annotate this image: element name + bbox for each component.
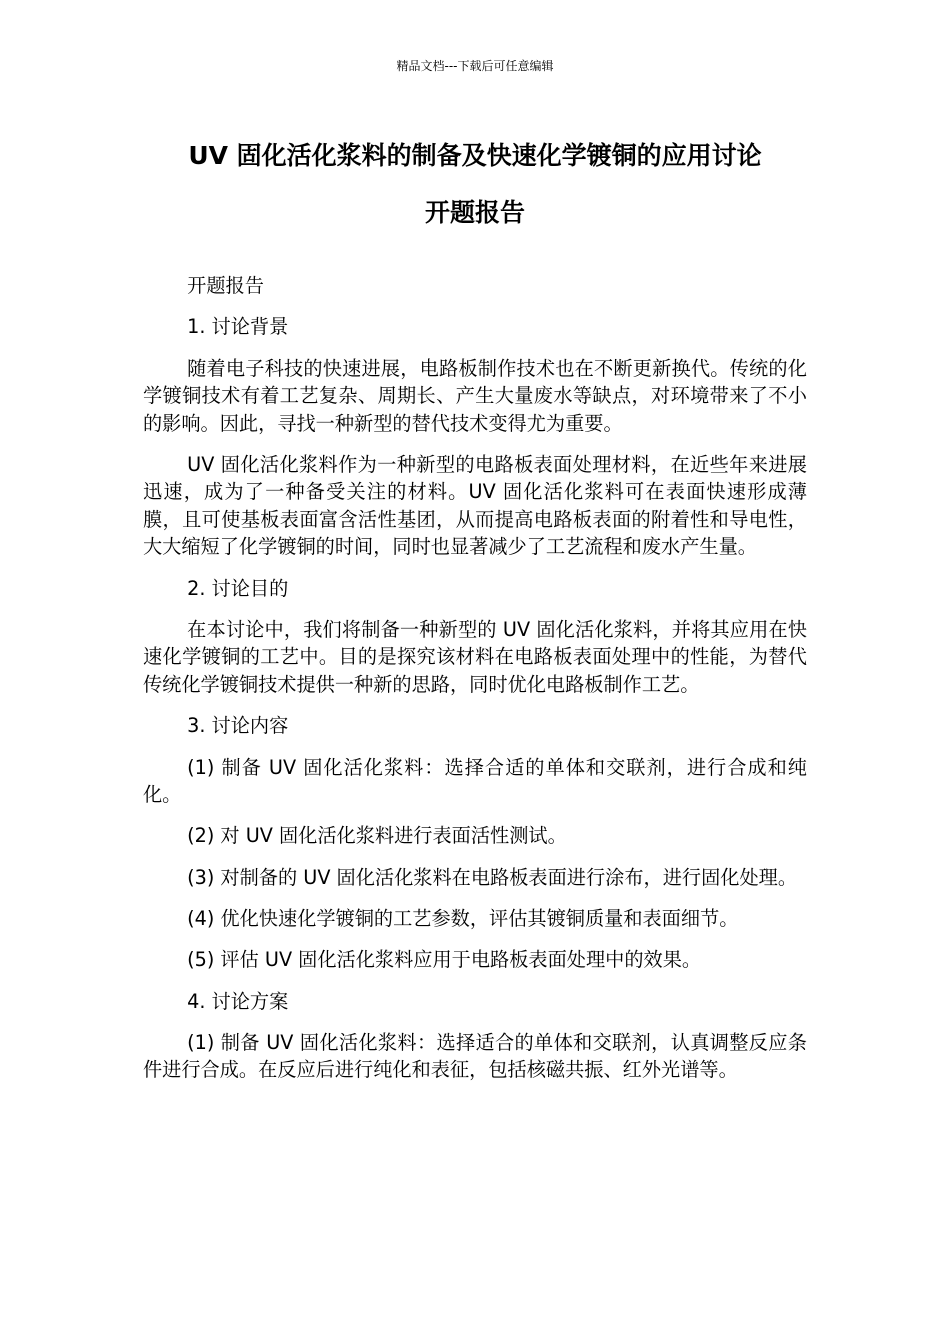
heading-purpose: 2. 讨论目的 bbox=[187, 576, 289, 600]
paragraph-background-1: 随着电子科技的快速进展，电路板制作技术也在不断更新换代。传统的化学镀铜技术有着工艺复杂、周期长、产生大量废水等缺点，对环境带来了不小的影响。因此，寻找一种新型的替代技术变得尤为重要。 bbox=[143, 356, 807, 435]
heading-plan: 4. 讨论方案 bbox=[187, 989, 289, 1013]
content-item-1: (1) 制备 UV 固化活化浆料：选择合适的单体和交联剂，进行合成和纯化。 bbox=[143, 755, 807, 807]
document-title-line-2: 开题报告 bbox=[424, 198, 525, 227]
heading-content: 3. 讨论内容 bbox=[187, 714, 289, 738]
heading-background: 1. 讨论背景 bbox=[187, 315, 289, 339]
content-item-3: (3) 对制备的 UV 固化活化浆料在电路板表面进行涂布，进行固化处理。 bbox=[187, 865, 798, 889]
paragraph-background-2: UV 固化活化浆料作为一种新型的电路板表面处理材料，在近些年来进展迅速，成为了一种备受关注的材料。UV 固化活化浆料可在表面快速形成薄膜，且可使基板表面富含活性基团，从而提高电路板表面的附着性和导电性，大大缩短了化学镀铜的时间，同时也显著减少了工艺流程和废水产生量。 bbox=[143, 452, 807, 559]
paragraph-purpose: 在本讨论中，我们将制备一种新型的 UV 固化活化浆料，并将其应用在快速化学镀铜的工艺中。目的是探究该材料在电路板表面处理中的性能，为替代传统化学镀铜技术提供一种新的思路，同时优化电路板制作工艺。 bbox=[143, 617, 807, 696]
content-item-5: (5) 评估 UV 固化活化浆料应用于电路板表面处理中的效果。 bbox=[187, 948, 702, 972]
header-note: 精品文档---下载后可任意编辑 bbox=[396, 59, 554, 73]
content-item-2: (2) 对 UV 固化活化浆料进行表面活性测试。 bbox=[187, 824, 567, 848]
paragraph-report-label: 开题报告 bbox=[187, 274, 264, 297]
plan-item-1: (1) 制备 UV 固化活化浆料：选择适合的单体和交联剂，认真调整反应条件进行合成。在反应后进行纯化和表征，包括核磁共振、红外光谱等。 bbox=[143, 1030, 807, 1082]
document-body bbox=[143, 272, 807, 1098]
content-item-4: (4) 优化快速化学镀铜的工艺参数，评估其镀铜质量和表面细节。 bbox=[187, 906, 739, 930]
document-title-line-1: UV 固化活化浆料的制备及快速化学镀铜的应用讨论 bbox=[188, 141, 762, 170]
